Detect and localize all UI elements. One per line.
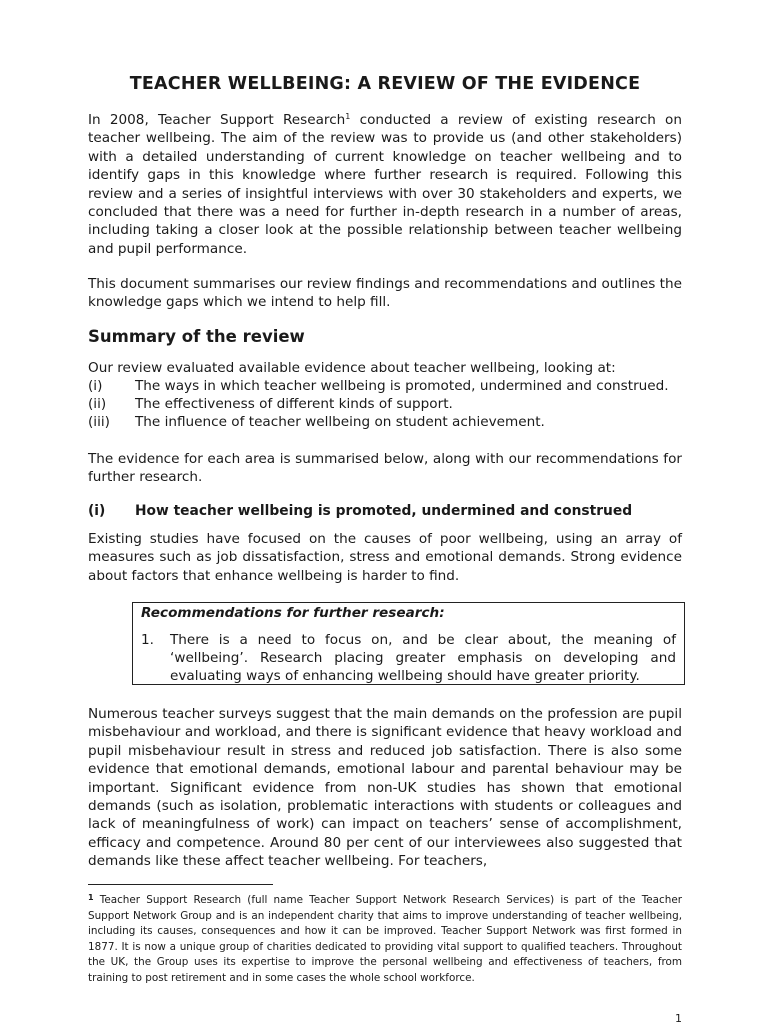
intro-paragraph-2: This document summarises our review findings and recommendations and outlines the knowledge gaps which we intend to help fill. [88,276,682,311]
list-item [88,395,682,413]
list-item [88,377,682,395]
summary-lead: Our review evaluated available evidence about teacher wellbeing, looking at: [88,360,616,376]
recommendation-item [141,631,676,685]
document-title: TEACHER WELLBEING: A REVIEW OF THE EVIDENCE [129,74,641,94]
section-1-number: (i) [88,503,106,519]
footnote-reference[interactable]: 1 [345,112,351,121]
section-1-paragraph-1: Existing studies have focused on the causes of poor wellbeing, using an array of measures such as job dissatisfaction, stress and emotional demands. Strong evidence about factors that enhance wellbeing is harder to find. [88,531,682,584]
intro-text-start: In 2008, Teacher Support Research [88,112,346,128]
section-1-title: How teacher wellbeing is promoted, undermined and construed [135,503,633,519]
list-item-number: (i) [88,378,103,394]
section-1-paragraph-2: Numerous teacher surveys suggest that the main demands on the profession are pupil misbehaviour and workload, and there is significant evidence that heavy workload and pupil misbehaviour result in stress and reduced job satisfaction. There is also some evidence that emotional demands, emotional labour and parental behaviour may be important. Significant evidence from non-UK studies has shown that emotional demands (such as isolation, problematic interactions with students or colleagues and lack of meaningfulness of work) can impact on teachers’ sense of accomplishment, efficacy and competence. Around 80 per cent of our interviewees also suggested that demands like these affect teacher wellbeing. For teachers, [88,706,682,870]
list-item-text: The influence of teacher wellbeing on student achievement. [135,414,545,431]
recommendation-text: There is a need to focus on, and be clear about, the meaning of ‘wellbeing’. Research placing greater emphasis on developing and evaluating ways of enhancing wellbeing should have greater priority. [170,632,676,684]
summary-list [88,377,682,432]
footnote-divider [88,884,273,885]
list-item-text: The effectiveness of different kinds of support. [135,396,453,413]
recommendations-box [132,602,685,685]
intro-text-rest: conducted a review of existing research on teacher wellbeing. The aim of the review was to provide us (and other stakeholders) with a detailed understanding of current knowledge on teacher wellbeing and to identify gaps in this knowledge where further research is required. Following this review and a series of insightful interviews with over 30 stakeholders and experts, we concluded that there was a need for further in-depth research in a number of areas, including taking a closer look at the possible relationship between teacher wellbeing and pupil performance. [88,112,682,257]
summary-heading: Summary of the review [88,327,305,346]
list-item-number: (iii) [88,414,110,431]
list-item-number: (ii) [88,396,107,413]
intro-paragraph-1 [88,111,682,258]
section-1-heading [88,503,632,519]
list-item [88,413,682,431]
summary-after: The evidence for each area is summarised below, along with our recommendations for further research. [88,451,682,486]
recommendations-title: Recommendations for further research: [141,605,445,621]
page-number: 1 [675,1012,682,1025]
footnote [88,893,682,987]
recommendation-number: 1. [141,632,154,648]
footnote-text: Teacher Support Research (full name Teacher Support Network Research Services) is part of the Teacher Support Network Group and is an independent charity that aims to improve understanding of teacher wellbeing, including its causes, consequences and how it can be improved. Teacher Support Network was first formed in 1877. It is now a unique group of charities dedicated to providing vital support to qualified teachers. Throughout the UK, the Group uses its expertise to improve the personal wellbeing and effectiveness of teachers, from training to post retirement and in some cases the whole school workforce. [88,894,682,984]
footnote-number: 1 [88,893,94,902]
list-item-text: The ways in which teacher wellbeing is promoted, undermined and construed. [135,378,669,394]
